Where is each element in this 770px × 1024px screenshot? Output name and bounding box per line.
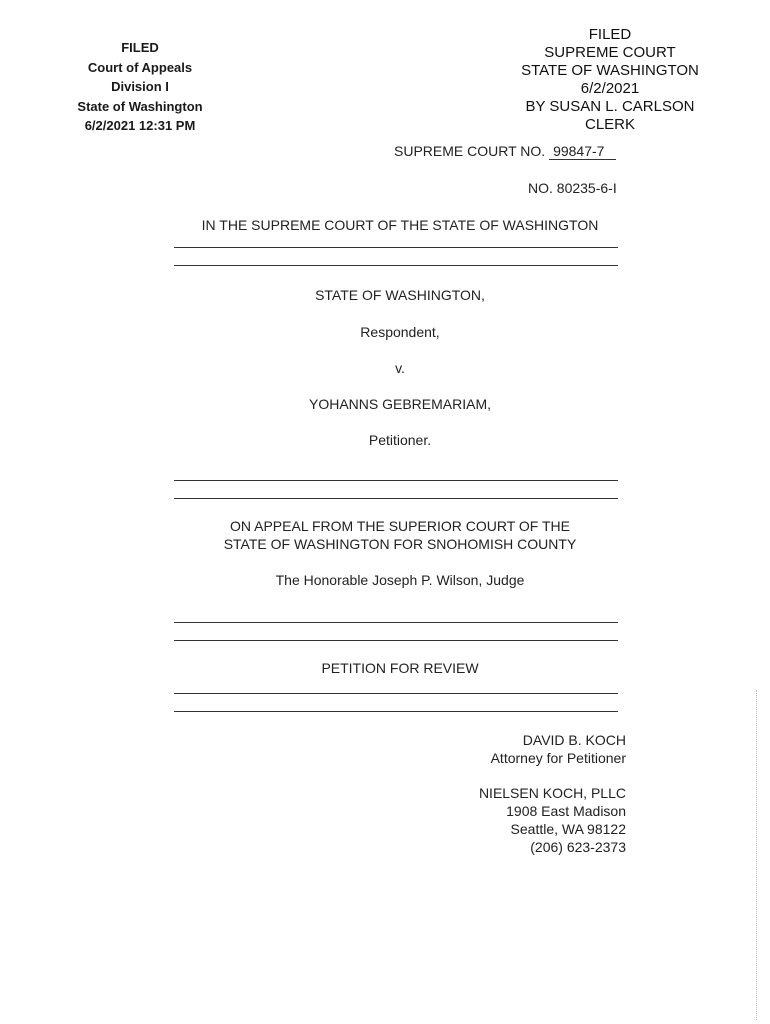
- case-number-value: 99847-7: [549, 144, 616, 160]
- attorney-role: Attorney for Petitioner: [490, 750, 626, 766]
- case-number-label: SUPREME COURT NO.: [394, 143, 546, 159]
- court-of-appeals-filing-stamp: [60, 38, 220, 136]
- court-of-appeals-case-number: NO. 80235-6-I: [528, 180, 617, 196]
- presiding-judge: The Honorable Joseph P. Wilson, Judge: [275, 572, 525, 588]
- stamp-court-name: SUPREME COURT: [544, 44, 676, 61]
- firm-name: NIELSEN KOCH, PLLC: [478, 785, 626, 801]
- divider-line: [174, 247, 618, 248]
- caption-defendant: YOHANNS GEBREMARIAM,: [308, 396, 492, 412]
- firm-city: Seattle, WA 98122: [510, 821, 626, 837]
- law-firm-block: [440, 784, 626, 856]
- stamp-filed-label: FILED: [121, 40, 159, 55]
- divider-line: [174, 640, 618, 641]
- stamp-timestamp: 6/2/2021 12:31 PM: [84, 118, 196, 133]
- stamp-court-name: Court of Appeals: [87, 59, 193, 75]
- attorney-block: [440, 731, 626, 767]
- document-title: PETITION FOR REVIEW: [321, 660, 479, 676]
- stamp-division: Division I: [111, 79, 169, 94]
- stamp-date: 6/2/2021: [580, 80, 640, 97]
- firm-phone: (206) 623-2373: [530, 839, 626, 855]
- divider-line: [174, 265, 618, 266]
- stamp-clerk-name: BY SUSAN L. CARLSON: [525, 98, 695, 115]
- caption-plaintiff-role: Respondent,: [360, 324, 440, 340]
- stamp-state: STATE OF WASHINGTON: [521, 62, 699, 79]
- divider-line: [174, 498, 618, 499]
- court-heading: IN THE SUPREME COURT OF THE STATE OF WASHINGTON: [201, 217, 599, 233]
- supreme-court-filing-stamp: [500, 26, 720, 134]
- attorney-name: DAVID B. KOCH: [522, 732, 626, 748]
- appeal-origin-line-2: STATE OF WASHINGTON FOR SNOHOMISH COUNTY: [223, 536, 577, 552]
- appeal-origin-line-1: ON APPEAL FROM THE SUPERIOR COURT OF THE: [230, 518, 570, 534]
- caption-defendant-role: Petitioner.: [368, 432, 432, 448]
- caption-plaintiff: STATE OF WASHINGTON,: [315, 287, 485, 303]
- firm-street: 1908 East Madison: [506, 803, 626, 819]
- stamp-clerk-title: CLERK: [584, 116, 636, 133]
- divider-line: [174, 693, 618, 694]
- divider-line: [174, 622, 618, 623]
- divider-line: [174, 480, 618, 481]
- scan-edge-artifact: [756, 690, 758, 1020]
- divider-line: [174, 711, 618, 712]
- stamp-state: State of Washington: [77, 98, 203, 114]
- stamp-filed-label: FILED: [588, 26, 632, 43]
- caption-versus: v.: [395, 360, 405, 376]
- supreme-court-case-number: [394, 143, 616, 160]
